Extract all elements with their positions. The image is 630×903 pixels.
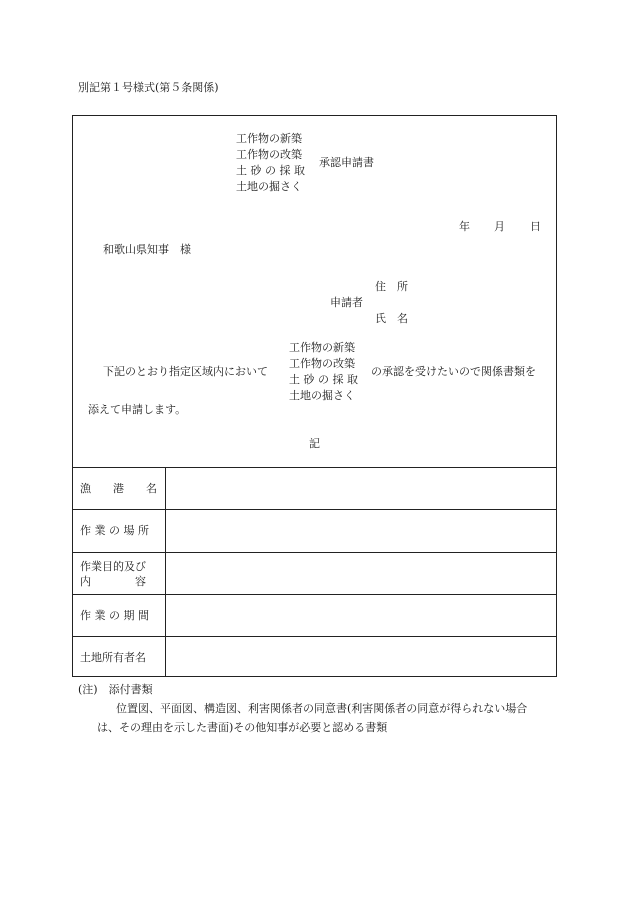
form-number: 別記第１号様式(第５条関係) — [78, 81, 219, 94]
body-work-item: 工作物の改築 — [289, 357, 355, 370]
title-work-item: 土 砂 の 採 取 — [236, 164, 305, 177]
table-top-rule — [72, 467, 557, 468]
title-work-item: 工作物の改築 — [236, 148, 302, 161]
table-row-divider — [72, 552, 557, 553]
purpose-cell[interactable] — [166, 554, 556, 593]
body-closing: 添えて申請します。 — [88, 403, 187, 416]
title-works-list — [236, 131, 305, 195]
work-place-cell[interactable] — [166, 511, 556, 551]
body-tail: の承認を受けたいので関係書類を — [371, 365, 536, 378]
table-row-divider — [72, 594, 557, 595]
table-row-divider — [72, 636, 557, 637]
applicant-address-label: 住 所 — [375, 280, 408, 293]
body-works-list — [289, 340, 358, 404]
work-period-cell[interactable] — [166, 596, 556, 635]
addressee: 和歌山県知事 様 — [103, 243, 191, 256]
note-head: (注) 添付書類 — [78, 683, 153, 696]
table-row-divider — [72, 509, 557, 510]
row-label-landowner: 土地所有者名 — [80, 651, 146, 664]
row-label-work-period: 作 業 の 期 間 — [80, 609, 149, 622]
body-work-item: 工作物の新築 — [289, 341, 355, 354]
date-year-label: 年 — [459, 220, 470, 233]
row-label-purpose-line1: 作業目的及び — [80, 560, 146, 573]
fishing-port-cell[interactable] — [166, 469, 556, 508]
applicant-label: 申請者 — [330, 296, 363, 309]
note-line1: 位置図、平面図、構造図、利害関係者の同意書(利害関係者の同意が得られない場合 — [116, 702, 528, 715]
row-label-purpose-line2: 内 容 — [80, 575, 146, 588]
date-day-label: 日 — [530, 220, 541, 233]
applicant-name-label: 氏 名 — [375, 312, 408, 325]
title-work-item: 工作物の新築 — [236, 132, 302, 145]
row-label-work-place: 作 業 の 場 所 — [80, 524, 149, 537]
body-work-item: 土地の掘さく — [289, 389, 355, 402]
landowner-cell[interactable] — [166, 638, 556, 676]
title-work-item: 土地の掘さく — [236, 180, 302, 193]
row-label-fishing-port: 漁 港 名 — [80, 482, 157, 495]
title-suffix: 承認申請書 — [319, 156, 374, 169]
body-lead: 下記のとおり指定区域内において — [103, 365, 268, 378]
ki-mark: 記 — [309, 437, 320, 450]
date-month-label: 月 — [494, 220, 505, 233]
note-line2: は、その理由を示した書面)その他知事が必要と認める書類 — [97, 721, 388, 734]
body-work-item: 土 砂 の 採 取 — [289, 373, 358, 386]
